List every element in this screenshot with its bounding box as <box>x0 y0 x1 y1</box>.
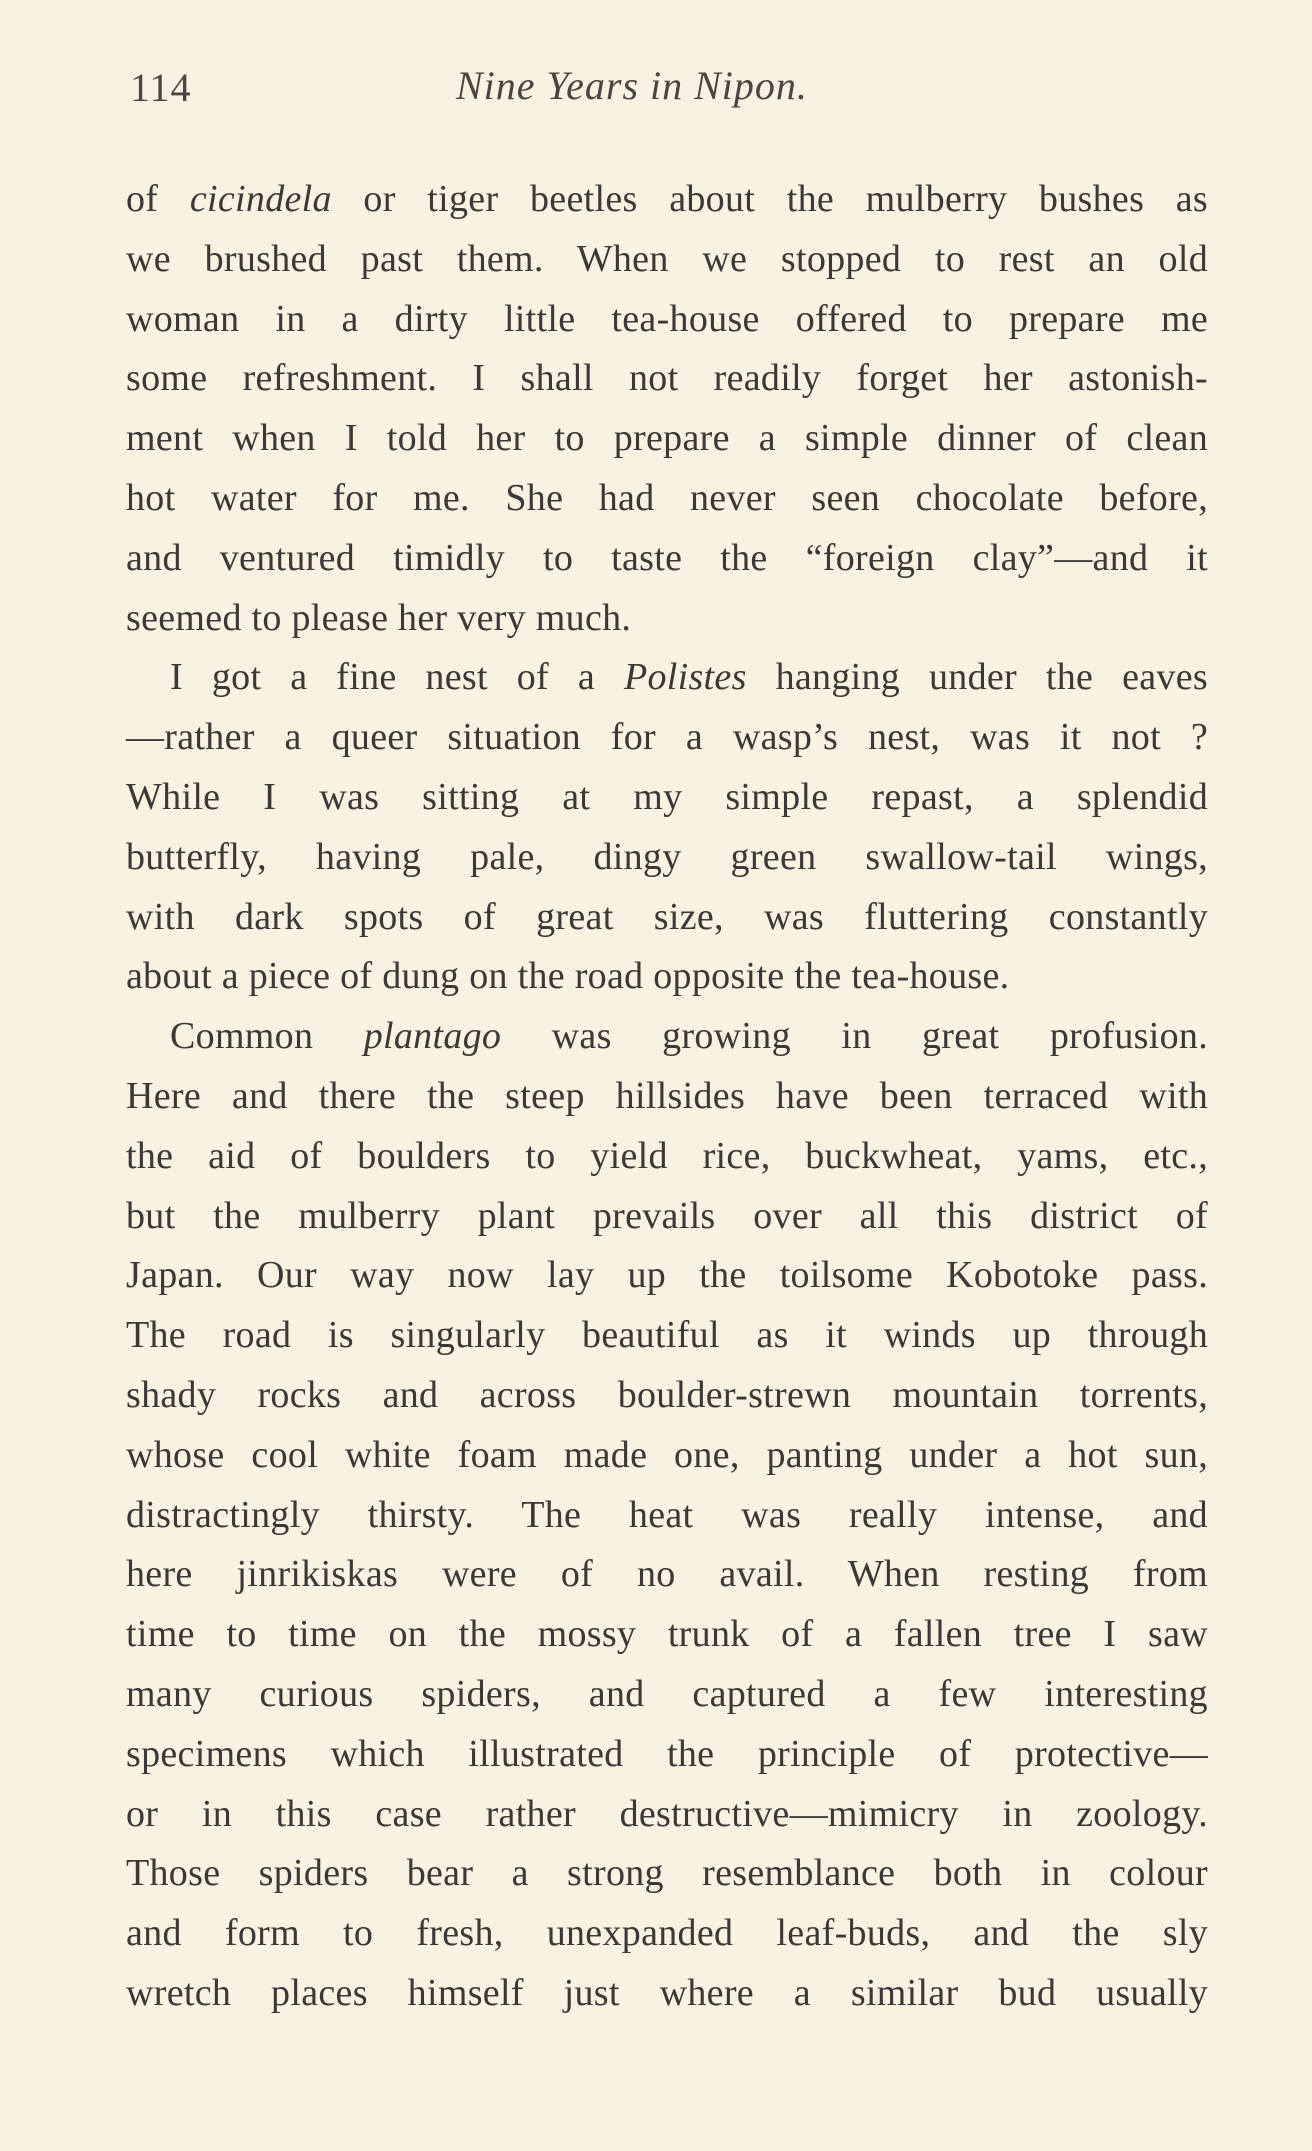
text-line <box>126 1964 1208 2024</box>
text-line <box>126 1127 1208 1187</box>
page-number: 114 <box>130 65 192 110</box>
text-segment: about a piece of dung on the road opposite the tea-house. <box>126 955 1010 998</box>
text-segment: and ventured timidly to taste the “foreign clay”—and it <box>126 536 1208 579</box>
text-line <box>126 409 1208 469</box>
text-segment: or tiger beetles about the mulberry bushes as <box>331 178 1209 220</box>
text-line <box>126 1486 1208 1546</box>
text-segment: hanging under the eaves <box>746 656 1208 699</box>
text-segment: and form to fresh, unexpanded leaf-buds, and the sly <box>126 1912 1208 1955</box>
running-head <box>126 56 1206 116</box>
text-segment: woman in a dirty little tea-house offered to prepare me <box>126 297 1208 340</box>
text-segment: Common <box>170 1015 364 1058</box>
text-line <box>126 1605 1208 1665</box>
text-segment: Japan. Our way now lay up the toilsome Kobotoke pass. <box>126 1254 1208 1297</box>
text-line <box>126 708 1208 768</box>
text-segment: was growing in great profusion. <box>501 1015 1208 1058</box>
text-line <box>126 170 1208 230</box>
text-line <box>126 888 1208 948</box>
text-segment: specimens which illustrated the principle of protective— <box>126 1732 1208 1775</box>
text-line <box>126 828 1208 888</box>
text-line <box>126 230 1208 290</box>
text-segment: many curious spiders, and captured a few interesting <box>126 1672 1208 1715</box>
text-line <box>126 1785 1208 1845</box>
text-line <box>126 529 1208 589</box>
text-line <box>126 1545 1208 1605</box>
running-title: Nine Years in Nipon. <box>456 63 808 108</box>
text-segment: hot water for me. She had never seen chocolate before, <box>126 476 1208 519</box>
text-segment: whose cool white foam made one, panting under a hot sun, <box>126 1433 1208 1476</box>
italic-term: Polistes <box>623 656 747 699</box>
text-segment: The road is singularly beautiful as it winds up through <box>126 1314 1208 1357</box>
text-segment: or in this case rather destructive—mimicry in zoology. <box>126 1792 1208 1835</box>
text-segment: Those spiders bear a strong resemblance both in colour <box>126 1852 1208 1895</box>
text-line <box>126 1844 1208 1904</box>
text-segment: time to time on the mossy trunk of a fallen tree I saw <box>126 1613 1208 1656</box>
text-segment: butterfly, having pale, dingy green swallow-tail wings, <box>126 835 1208 878</box>
text-segment: seemed to please her very much. <box>126 596 632 639</box>
text-segment: some refreshment. I shall not readily forget her astonish- <box>126 357 1208 400</box>
text-segment: here jinrikiskas were of no avail. When resting from <box>126 1553 1208 1596</box>
text-line <box>126 1665 1208 1725</box>
text-segment: with dark spots of great size, was fluttering constantly <box>126 895 1208 938</box>
text-line <box>126 1187 1208 1247</box>
text-segment: but the mulberry plant prevails over all this district of <box>126 1194 1208 1237</box>
text-line <box>126 1246 1208 1306</box>
text-segment: the aid of boulders to yield rice, buckwheat, yams, etc., <box>126 1134 1208 1177</box>
text-line <box>126 1426 1208 1486</box>
text-line <box>126 648 1208 708</box>
text-line <box>126 290 1208 350</box>
text-line <box>126 768 1208 828</box>
text-segment: Here and there the steep hillsides have been terraced with <box>126 1074 1208 1117</box>
text-line <box>126 349 1208 409</box>
text-line <box>126 1007 1208 1067</box>
text-line <box>126 589 1208 649</box>
italic-term: plantago <box>363 1015 502 1058</box>
text-segment: I got a fine nest of a <box>170 656 624 699</box>
text-segment: of <box>126 178 190 220</box>
text-line <box>126 1306 1208 1366</box>
text-segment: we brushed past them. When we stopped to rest an old <box>126 237 1208 280</box>
italic-term: cicindela <box>189 178 332 220</box>
text-segment: shady rocks and across boulder-strewn mountain torrents, <box>126 1373 1208 1416</box>
text-line <box>126 1725 1208 1785</box>
text-segment: While I was sitting at my simple repast, a splendid <box>126 775 1208 818</box>
text-line <box>126 1904 1208 1964</box>
text-segment: wretch places himself just where a similar bud usually <box>126 1971 1208 2014</box>
text-segment: distractingly thirsty. The heat was really intense, and <box>126 1493 1208 1536</box>
text-segment: ment when I told her to prepare a simple dinner of clean <box>126 417 1208 460</box>
text-line <box>126 469 1208 529</box>
text-line <box>126 1366 1208 1426</box>
body-text <box>126 170 1208 2024</box>
text-line <box>126 1067 1208 1127</box>
text-line <box>126 947 1208 1007</box>
text-segment: —rather a queer situation for a wasp’s nest, was it not ? <box>126 716 1208 759</box>
